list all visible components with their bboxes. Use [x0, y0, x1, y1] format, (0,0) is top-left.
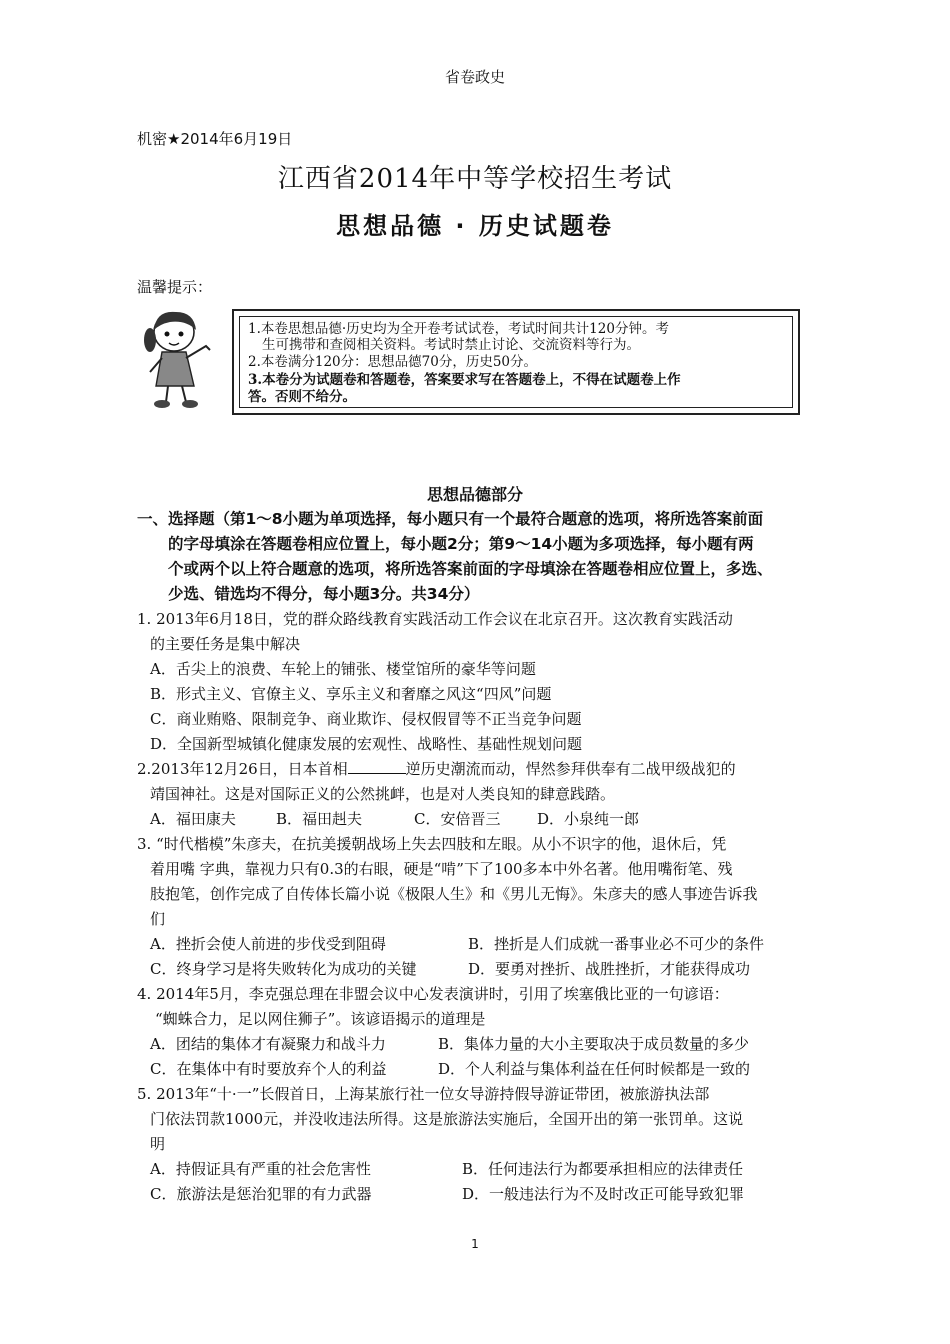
instruction-line-2: 的字母填涂在答题卷相应位置上，每小题2分；第9～14小题为多项选择，每小题有两 — [168, 535, 754, 553]
q3-stem-line-1: 3. “时代楷模”朱彦夫，在抗美援朝战场上失去四肢和左眼。从小不识字的他，退休后，凭 — [137, 835, 727, 853]
q3-stem-line-3: 肢抱笔，创作完成了自传体长篇小说《极限人生》和《男儿无悔》。朱彦夫的感人事迹告诉我 — [150, 885, 758, 903]
page-header: 省卷政史 — [444, 68, 505, 86]
q5-stem-line-2: 门依法罚款1000元，并没收违法所得。这是旅游法实施后，全国开出的第一张罚单。这说 — [150, 1110, 744, 1128]
q2-stem-post: 逆历史潮流而动，悍然参拜供奉有二战甲级战犯的 — [405, 760, 736, 778]
q5-option-b: B．任何违法行为都要承担相应的法律责任 — [462, 1160, 744, 1178]
q3-option-a: A．挫折会使人前进的步伐受到阻碍 — [150, 935, 386, 953]
q3-stem-line-4: 们 — [150, 910, 166, 928]
q1-option-c: C．商业贿赂、限制竞争、商业欺诈、侵权假冒等不正当竞争问题 — [150, 710, 582, 728]
notice-line-1: 1.本卷思想品德·历史均为全开卷考试试卷，考试时间共计120分钟。考 — [248, 321, 669, 337]
q1-option-d: D．全国新型城镇化健康发展的宏观性、战略性、基础性规划问题 — [150, 735, 583, 753]
q1-option-b: B．形式主义、官僚主义、享乐主义和奢靡之风这“四风”问题 — [150, 685, 552, 703]
q2-stem-line-2: 靖国神社。这是对国际正义的公然挑衅，也是对人类良知的肆意践踏。 — [150, 785, 616, 803]
tips-label: 温馨提示： — [137, 278, 213, 296]
notice-line-4: 3.本卷分为试题卷和答题卷，答案要求写在答题卷上，不得在试题卷上作 — [248, 372, 681, 388]
q4-stem-line-1: 4. 2014年5月，李克强总理在非盟会议中心发表演讲时，引用了埃塞俄比亚的一句谚语： — [137, 985, 729, 1003]
q1-stem-line-2: 的主要任务是集中解决 — [150, 635, 301, 653]
cartoon-girl-illustration — [140, 306, 222, 412]
instruction-line-4: 少选、错选均不得分，每小题3分。共34分） — [168, 585, 480, 603]
q2-option-b: B．福田赳夫 — [276, 810, 363, 828]
q1-option-a: A．舌尖上的浪费、车轮上的铺张、楼堂馆所的豪华等问题 — [150, 660, 536, 678]
q5-option-a: A．持假证具有严重的社会危害性 — [150, 1160, 371, 1178]
instruction-line-3: 个或两个以上符合题意的选项，将所选答案前面的字母填涂在答题卷相应位置上，多选、 — [168, 560, 773, 578]
q5-option-c: C．旅游法是惩治犯罪的有力武器 — [150, 1185, 372, 1203]
notice-line-5: 答。否则不给分。 — [248, 389, 356, 405]
q4-option-b: B．集体力量的大小主要取决于成员数量的多少 — [438, 1035, 750, 1053]
q3-option-d: D．要勇对挫折、战胜挫折，才能获得成功 — [468, 960, 751, 978]
instruction-line-1: 一、选择题（第1～8小题为单项选择，每小题只有一个最符合题意的选项，将所选答案前面 — [137, 510, 764, 528]
q2-stem-pre: 2.2013年12月26日，日本首相 — [137, 760, 348, 778]
q4-option-a: A．团结的集体才有凝聚力和战斗力 — [150, 1035, 386, 1053]
q2-option-a: A．福田康夫 — [150, 810, 236, 828]
q5-stem-line-3: 明 — [150, 1135, 166, 1153]
q4-stem-line-2: “蜘蛛合力，足以网住狮子”。该谚语揭示的道理是 — [155, 1010, 486, 1028]
notice-line-2: 生可携带和查阅相关资料。考试时禁止讨论、交流资料等行为。 — [262, 337, 640, 353]
q3-stem-line-2: 着用嘴 字典，靠视力只有0.3的右眼，硬是“啃”下了100多本中外名著。他用嘴衔笔、残 — [150, 860, 733, 878]
exam-subtitle: 思想品德 · 历史试题卷 — [336, 212, 614, 240]
q2-option-c: C．安倍晋三 — [414, 810, 501, 828]
q2-blank — [348, 759, 406, 774]
q5-option-d: D．一般违法行为不及时改正可能导致犯罪 — [462, 1185, 745, 1203]
q2-option-d: D．小泉纯一郎 — [537, 810, 640, 828]
q4-option-d: D．个人利益与集体利益在任何时候都是一致的 — [438, 1060, 751, 1078]
q4-option-c: C．在集体中有时要放弃个人的利益 — [150, 1060, 387, 1078]
section-title: 思想品德部分 — [426, 485, 523, 504]
q5-stem-line-1: 5. 2013年“十·一”长假首日，上海某旅行社一位女导游持假导游证带团，被旅游执法部 — [137, 1085, 710, 1103]
secret-date-line: 机密★2014年6月19日 — [137, 130, 293, 148]
q2-stem-line-1 — [137, 758, 736, 779]
page-number: 1 — [471, 1237, 479, 1251]
q3-option-b: B．挫折是人们成就一番事业必不可少的条件 — [468, 935, 765, 953]
q3-option-c: C．终身学习是将失败转化为成功的关键 — [150, 960, 417, 978]
exam-title: 江西省2014年中等学校招生考试 — [277, 164, 673, 194]
q1-stem-line-1: 1. 2013年6月18日，党的群众路线教育实践活动工作会议在北京召开。这次教育实践活动 — [137, 610, 733, 628]
notice-line-3: 2.本卷满分120分：思想品德70分，历史50分。 — [248, 354, 538, 370]
